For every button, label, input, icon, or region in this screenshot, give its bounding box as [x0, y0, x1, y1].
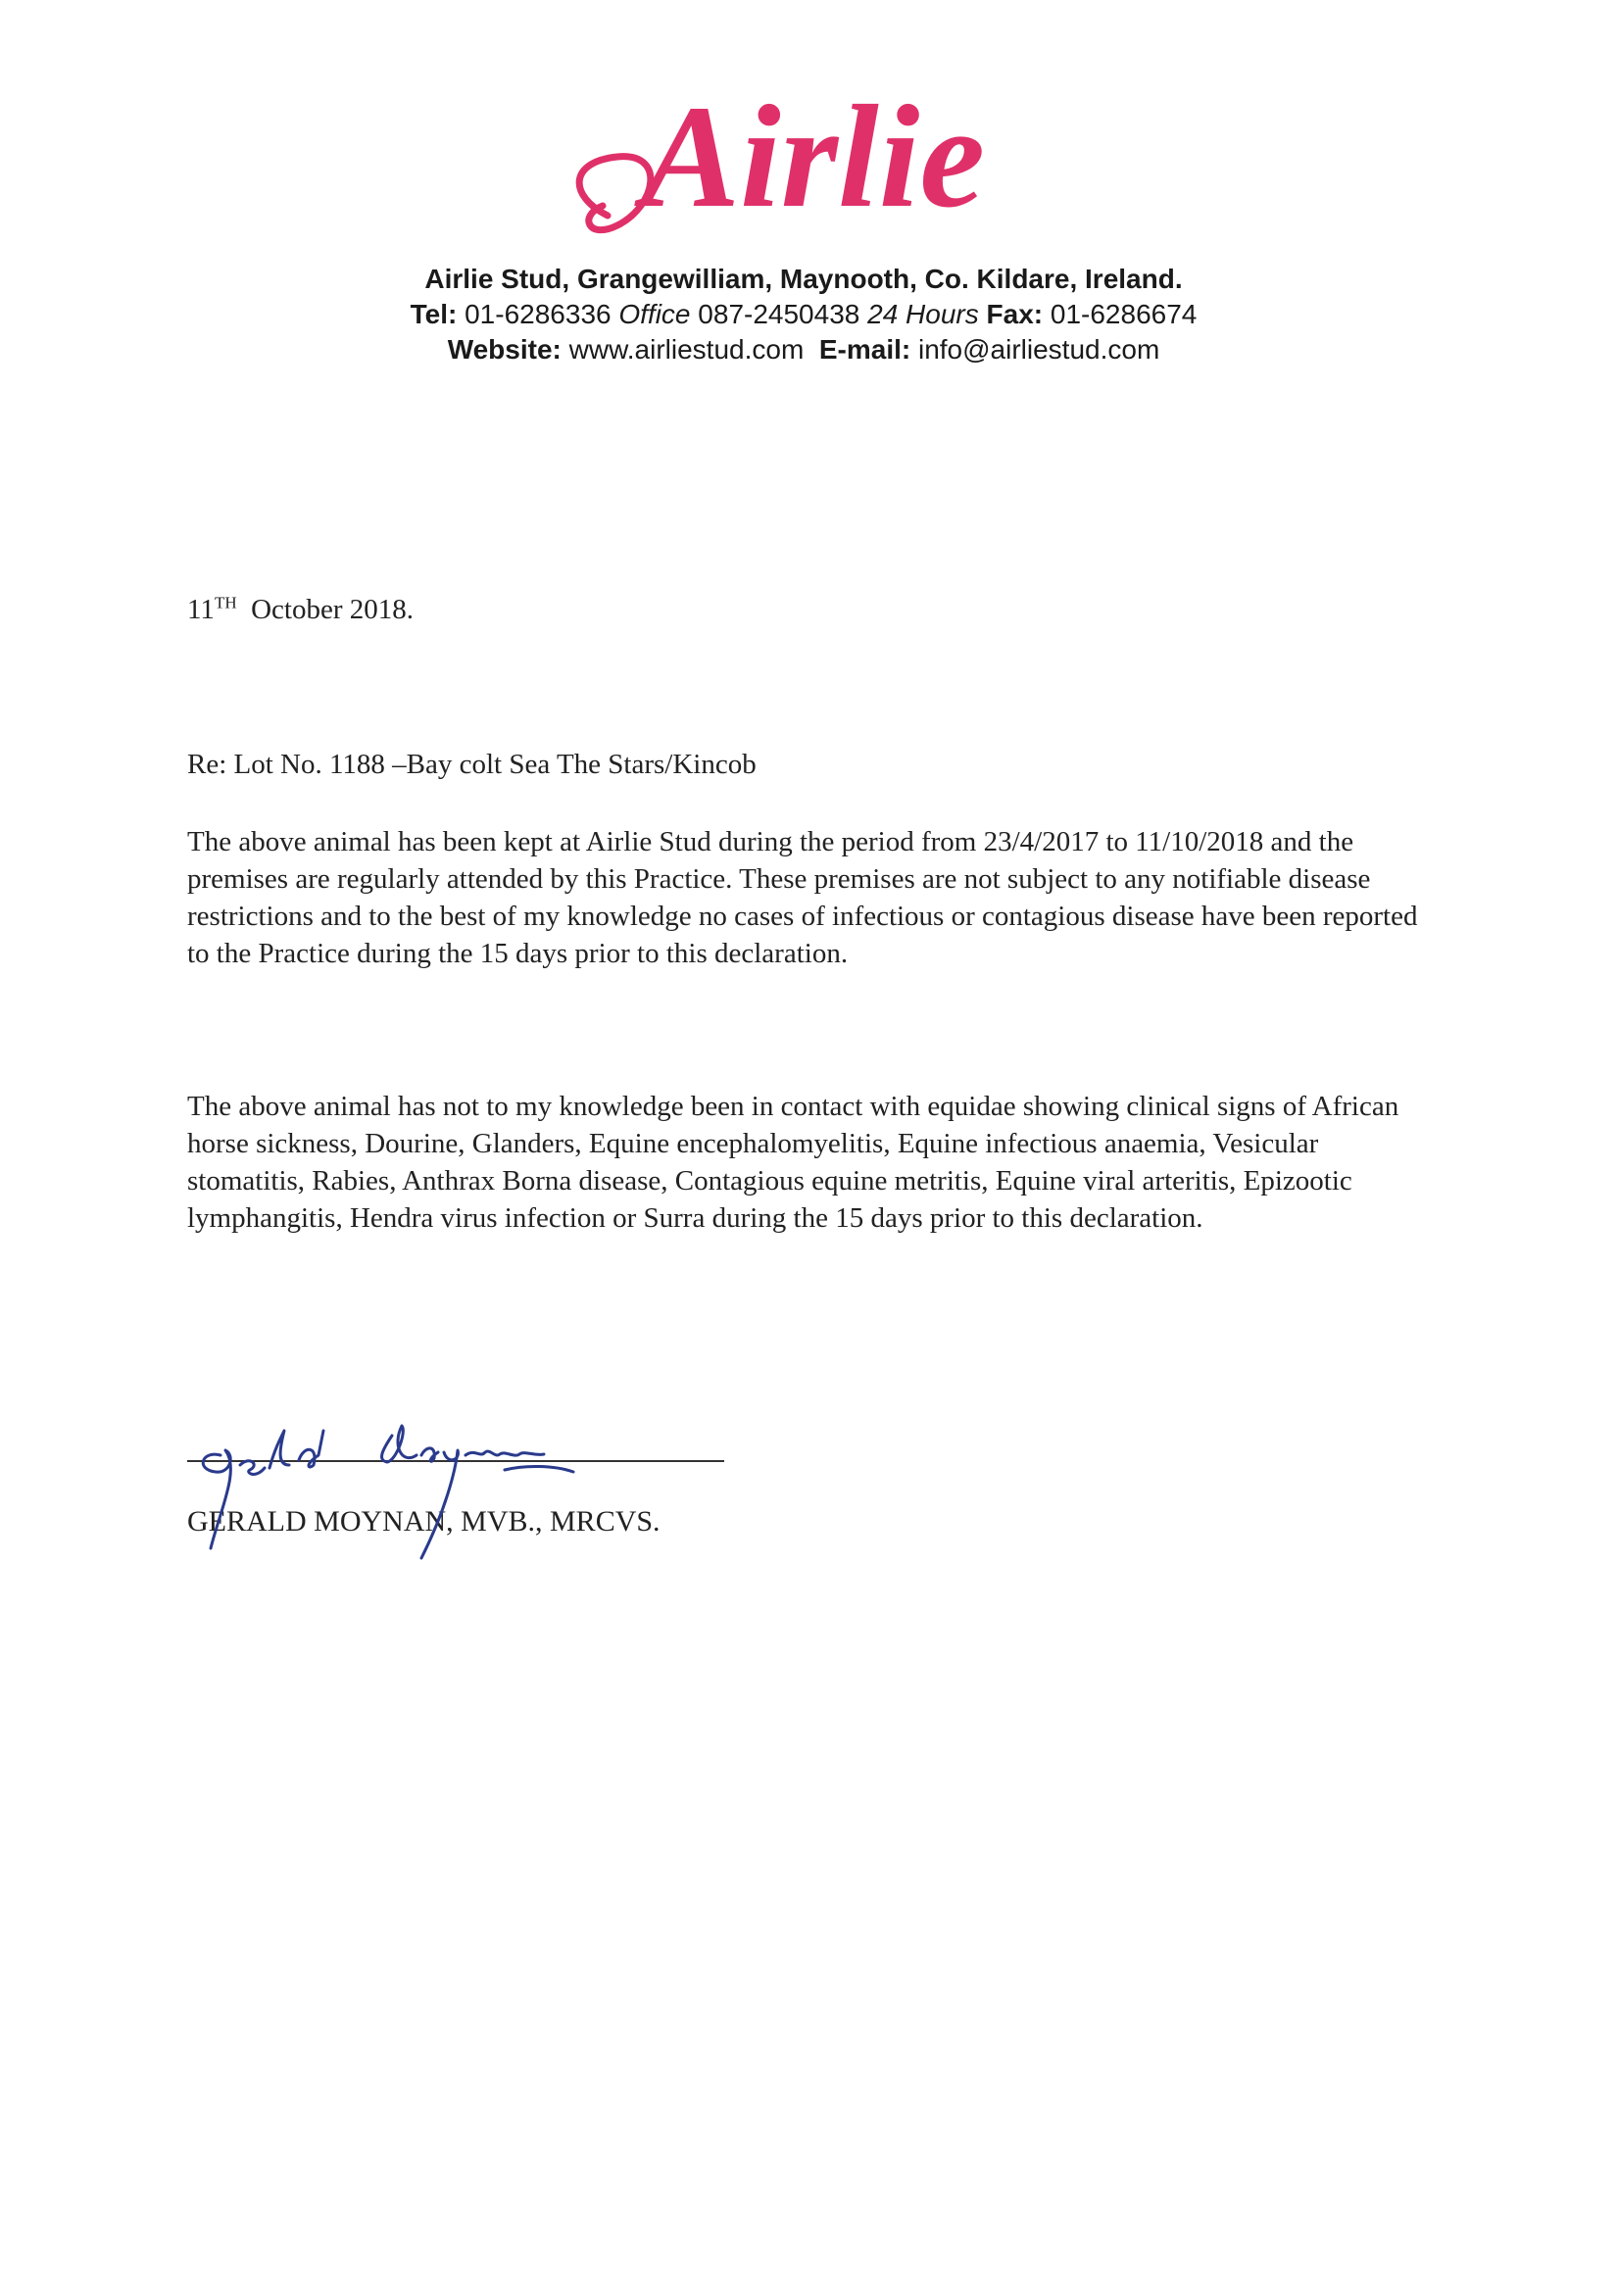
fax-number: 01-6286674 [1050, 299, 1198, 329]
signatory-name: GERALD MOYNAN, MVB., MRCVS. [187, 1505, 661, 1538]
letterhead-web-line [294, 333, 1313, 366]
date-day: 11 [187, 594, 215, 625]
website-label: Website: [447, 334, 562, 365]
email-label: E-mail: [818, 334, 911, 365]
handwritten-signature [181, 1411, 632, 1588]
hours-label: 24 Hours [867, 299, 979, 329]
subject-line: Re: Lot No. 1188 –Bay colt Sea The Stars/Kincob [187, 749, 757, 780]
letter-date [187, 594, 414, 626]
paragraph-disease-contact: The above animal has not to my knowledge been in contact with equidae showing clinical signs of African horse sickness, Dourine, Glanders, Equine encephalomyelitis, Equine infectious anaemia, Vesicular stomatitis, Rabies, Anthrax Borna disease, Contagious equine metritis, Equine viral arteritis, Epizootic lymphangitis, Hendra virus infection or Surra during the 15 days prior to this declaration. [187, 1091, 1399, 1234]
paragraph-premises: The above animal has been kept at Airlie Stud during the period from 23/4/2017 to 11/10/2018 and the premises are regularly attended by this Practice. These premises are not subject to any notifiable disease restrictions and to the best of my knowledge no cases of infectious or contagious disease have been reported to the Practice during the 15 days prior to this declaration. [187, 826, 1418, 969]
office-label: Office [618, 299, 691, 329]
letterhead-phone-line [294, 298, 1313, 331]
tel-label: Tel: [410, 299, 458, 329]
mobile-number: 087-2450438 [698, 299, 860, 329]
tel-number: 01-6286336 [465, 299, 612, 329]
airlie-logo [549, 69, 1058, 265]
letterhead-address: Airlie Stud, Grangewilliam, Maynooth, Co. Kildare, Ireland. [424, 264, 1183, 294]
fax-label: Fax: [986, 299, 1044, 329]
date-suffix: TH [214, 593, 237, 612]
date-rest: October 2018. [251, 594, 415, 625]
email-link[interactable]: info@airliestud.com [917, 334, 1160, 365]
website-link[interactable]: www.airliestud.com [568, 334, 805, 365]
logo-text: Airlie [642, 75, 986, 238]
